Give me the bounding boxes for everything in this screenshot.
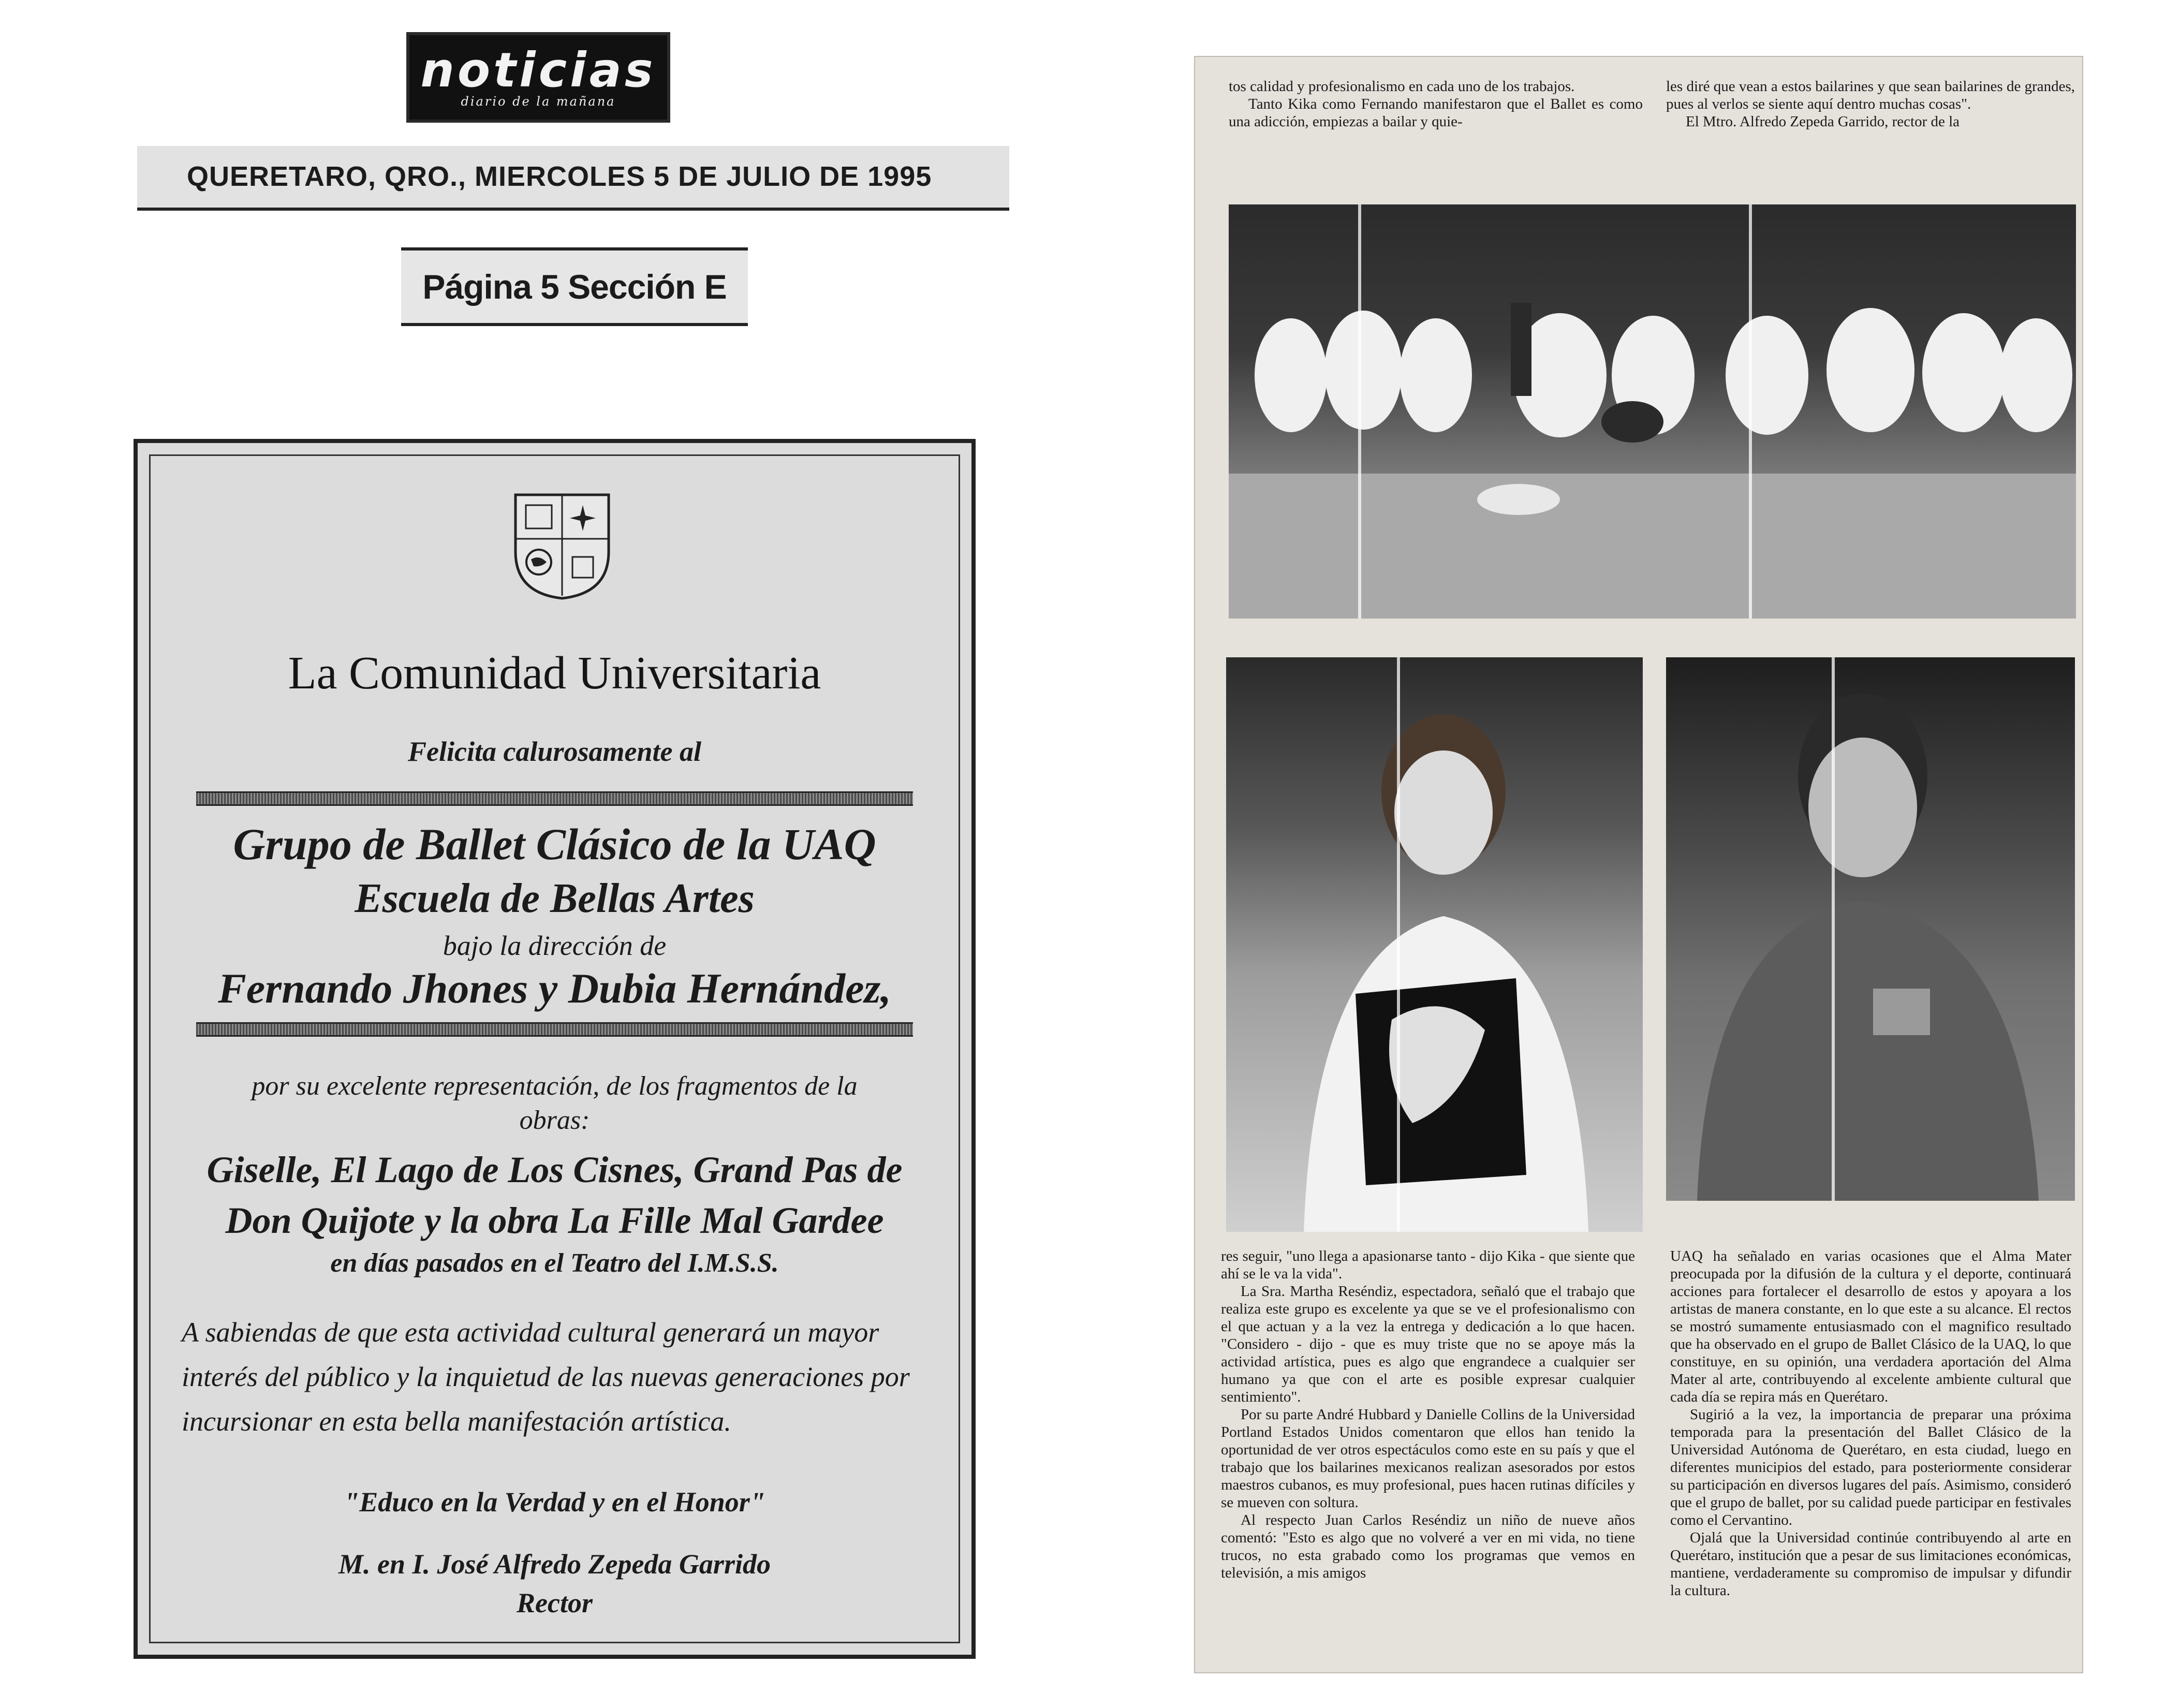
congratulatory-ad [134,439,976,1659]
newspaper-logo [406,32,670,123]
university-seal-icon [510,490,614,601]
dancers-silhouette-icon [1229,204,2076,619]
ad-heading: La Comunidad Universitaria [288,647,821,699]
tape-mark [1832,657,1835,1201]
article-paragraph: tos calidad y profesionalismo en cada uno de los trabajos. [1229,78,1575,95]
article-paragraph: les diré que vean a estos bailarines y que sean bailarines de grandes, pues al verlos se siente aquí dentro muchas cosas". [1666,78,2075,112]
university-motto: "Educo en la Verdad y en el Honor" [344,1486,765,1518]
article-paragraph: UAQ ha señalado en varias ocasiones que el Alma Mater preocupada por la difusión de la cultura y el deporte, continuará acciones para fortalecer el desarrollo de estos y apoyara a los artistas de manera constante, en lo que este a su alcance. El rectos se mostró sumamente entusiasmado con el magnifico resultado que ha observado en el grupo de Ballet Clásico de la UAQ, lo que constituye, en su opinión, una verdadera aportación del Alma Mater al arte, contribuyendo al excelente ambiente cultural que cada día se repira más en Querétaro. [1670,1248,2071,1405]
woman-portrait-icon [1226,657,1643,1232]
school-name: Escuela de Bellas Artes [355,876,755,921]
performance-text: por su excelente representación, de los fragmentos de la obras: [252,1071,858,1135]
rector-name: M. en I. José Alfredo Zepeda Garrido [338,1549,771,1580]
page-section-label: Página 5 Sección E [401,247,748,326]
article-paragraph: Por su parte André Hubbard y Danielle Collins de la Universidad Portland Estados Unidos comentaron que ellos han tenido la oportunidad de ver otros espectáculos como este en su país y que el trabajo que los bailarines mexicanos realizan asesorados por estos maestros cubanos, es muy profesional, pues hacen rutinas difíciles y se mueven con soltura. [1221,1406,1635,1511]
tape-mark [1749,204,1752,619]
article-column-top-left [1229,78,1643,130]
directors-names: Fernando Jhones y Dubia Hernández, [218,965,891,1012]
article-column-bottom-left [1221,1247,1635,1582]
article-paragraph: res seguir, "uno llega a apasionarse tanto - dijo Kika - que siente que ahí se le va la vida". [1221,1248,1635,1282]
newspaper-clipping [1194,56,2083,1673]
article-paragraph: El Mtro. Alfredo Zepeda Garrido, rector de la [1686,113,1960,130]
article-column-bottom-right [1670,1247,2071,1599]
ballet-group-name: Grupo de Ballet Clásico de la UAQ [233,819,876,869]
works-line: Don Quijote y la obra La Fille Mal Gardee [225,1200,884,1241]
article-paragraph: Al respecto Juan Carlos Reséndiz un niño de nueve años comentó: "Esto es algo que no volveré a ver en mi vida, no tiene trucos, no esta grabado como los programas que vemos en televisión, a mis amigos [1221,1512,1635,1581]
newspaper-tagline: diario de la mañana [461,94,616,109]
article-paragraph: La Sra. Martha Reséndiz, espectadora, señaló que el trabajo que realiza este grupo es excelente ya que se ve el profesionalismo con el que actuan y a la vez la entrega y dedicación a lo que hacen. "Considero - dijo - que es muy triste que no se apoye más la actividad artística, pues es algo que engrandece a cualquier ser humano ya que con el arte es posible expresar cualquier sentimiento". [1221,1283,1635,1405]
ornamental-rule [196,791,913,806]
article-paragraph: Sugirió a la vez, la importancia de preparar una próxima temporada para la presentación del Ballet Clásico de la Universidad Autónoma de Querétaro, en esta ciudad, luego en diferentes municipios del estado, para posteriormente considerar su participación en diversos lugares del país. Asimismo, consideró que el grupo de ballet, por su calidad puede participar en festivales como el Cervantino. [1670,1406,2071,1528]
tape-mark [1358,204,1361,619]
ad-greeting: Felicita calurosamente al [408,736,701,767]
ad-inner-frame [149,454,960,1643]
dateline: QUERETARO, QRO., MIERCOLES 5 DE JULIO DE 1995 [137,146,1009,211]
ballet-ensemble-photo [1229,204,2076,619]
article-paragraph: Tanto Kika como Fernando manifestaron que el Ballet es como una adicción, empiezas a bailar y quie- [1229,96,1643,130]
tape-mark [1397,657,1400,1232]
man-portrait-icon [1666,657,2075,1201]
rector-title: Rector [517,1587,593,1618]
newspaper-name: noticias [420,42,656,98]
ornamental-rule [196,1022,913,1037]
closing-paragraph: A sabiendas de que esta actividad cultural generará un mayor interés del público y la inquietud de las nuevas generaciones por incursionar en esta bella manifestación artística. [182,1317,910,1437]
article-paragraph: Ojalá que la Universidad continúe contribuyendo al arte en Querétaro, institución que a pesar de sus limitaciones económicas, mantiene, verdaderamente su compromiso de impulsar y difundir la cultura. [1670,1529,2071,1599]
venue-text: en días pasados en el Teatro del I.M.S.S. [330,1248,779,1278]
direction-caption: bajo la dirección de [443,930,667,961]
woman-portrait-photo [1226,657,1643,1232]
man-portrait-photo [1666,657,2075,1201]
works-line: Giselle, El Lago de Los Cisnes, Grand Pas de [207,1149,903,1190]
article-column-top-right [1666,78,2075,130]
works-list [151,1144,959,1246]
